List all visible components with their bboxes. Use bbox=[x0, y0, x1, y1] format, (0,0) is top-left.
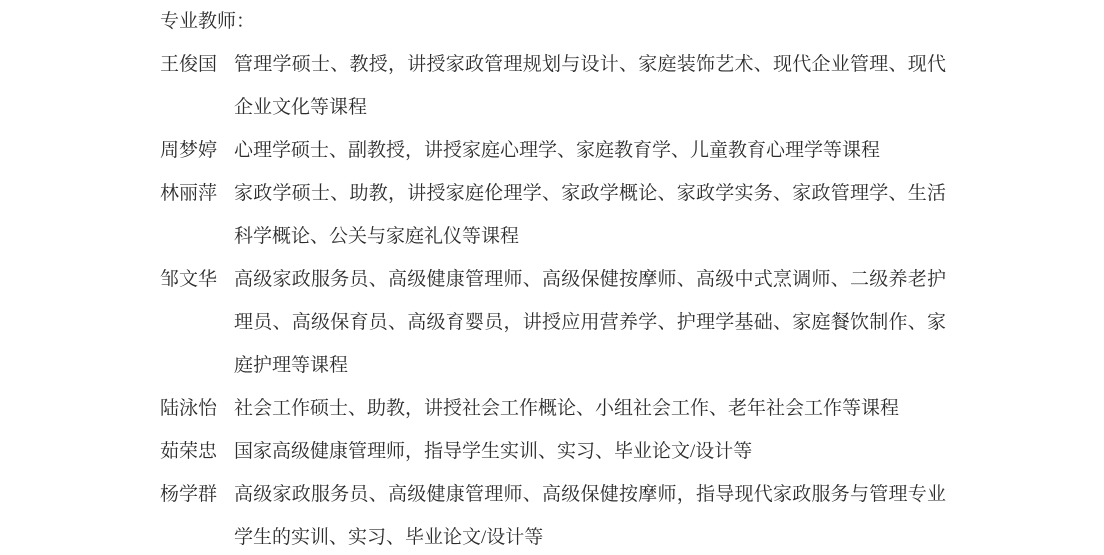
teacher-description: 心理学硕士、副教授，讲授家庭心理学、家庭教育学、儿童教育心理学等课程 bbox=[234, 140, 881, 161]
teacher-description: 社会工作硕士、助教，讲授社会工作概论、小组社会工作、老年社会工作等课程 bbox=[234, 398, 900, 419]
teacher-row bbox=[160, 258, 954, 387]
teacher-description: 管理学硕士、教授，讲授家政管理规划与设计、家庭装饰艺术、现代企业管理、现代企业文化等课程 bbox=[234, 54, 946, 118]
teacher-description: 高级家政服务员、高级健康管理师、高级保健按摩师、高级中式烹调师、二级养老护理员、高级保育员、高级育婴员，讲授应用营养学、护理学基础、家庭餐饮制作、家庭护理等课程 bbox=[234, 269, 946, 376]
teacher-name: 邹文华 bbox=[160, 269, 218, 290]
teacher-name: 王俊国 bbox=[160, 54, 218, 75]
teacher-name: 茹荣忠 bbox=[160, 441, 218, 462]
teacher-list bbox=[160, 43, 954, 555]
teacher-name: 周梦婷 bbox=[160, 140, 218, 161]
section-heading: 专业教师： bbox=[160, 11, 256, 32]
teacher-description: 国家高级健康管理师，指导学生实训、实习、毕业论文/设计等 bbox=[234, 441, 753, 462]
teacher-name: 杨学群 bbox=[160, 484, 218, 505]
teacher-row bbox=[160, 43, 954, 129]
teacher-row bbox=[160, 473, 954, 555]
teacher-row bbox=[160, 172, 954, 258]
teacher-row bbox=[160, 129, 954, 172]
teacher-name: 林丽萍 bbox=[160, 183, 218, 204]
teacher-name: 陆泳怡 bbox=[160, 398, 218, 419]
teacher-row bbox=[160, 430, 954, 473]
teacher-description: 家政学硕士、助教，讲授家庭伦理学、家政学概论、家政学实务、家政管理学、生活科学概论、公关与家庭礼仪等课程 bbox=[234, 183, 946, 247]
teacher-row bbox=[160, 387, 954, 430]
teacher-description: 高级家政服务员、高级健康管理师、高级保健按摩师，指导现代家政服务与管理专业学生的实训、实习、毕业论文/设计等 bbox=[234, 484, 946, 548]
